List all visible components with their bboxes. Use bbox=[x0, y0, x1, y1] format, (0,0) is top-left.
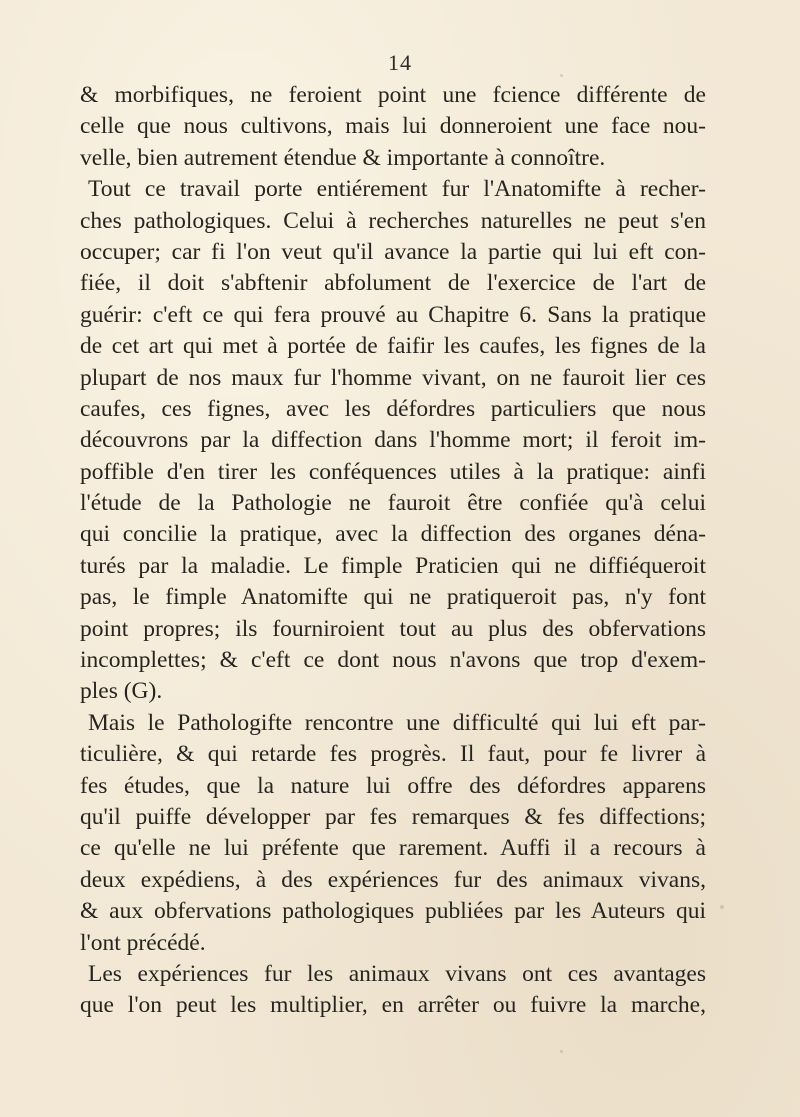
text-line: poffible d'en tirer les conféquences utiles à la pratique: ainfi bbox=[80, 458, 706, 485]
text-line: ce qu'elle ne lui préfente que rarement. Auffi il a recours à bbox=[80, 835, 706, 862]
text-line: de cet art qui met à portée de faifir les caufes, les fignes de la bbox=[80, 333, 706, 360]
text-line: & morbifiques, ne feroient point une fcience différente de bbox=[80, 82, 706, 108]
text-line: deux expédiens, à des expériences fur des animaux vivans, bbox=[80, 866, 706, 893]
text-line: celle que nous cultivons, mais lui donneroient une face nou- bbox=[80, 113, 706, 140]
text-line: incomplettes; & c'eft ce dont nous n'avons que trop d'exem- bbox=[80, 647, 706, 674]
text-line: fes études, que la nature lui offre des défordres apparens bbox=[80, 772, 706, 799]
text-line: découvrons par la diffection dans l'homme mort; il feroit im- bbox=[80, 427, 706, 454]
text-line: ticulière, & qui retarde fes progrès. Il faut, pour fe livrer à bbox=[80, 741, 706, 768]
page-number: 14 bbox=[388, 50, 412, 75]
text-line: plupart de nos maux fur l'homme vivant, on ne fauroit lier ces bbox=[80, 364, 706, 391]
text-line: Les expériences fur les animaux vivans ont ces avantages bbox=[88, 960, 706, 987]
text-line: turés par la maladie. Le fimple Praticien qui ne diffiéqueroit bbox=[80, 552, 706, 579]
text-line: l'ont précédé. bbox=[80, 929, 206, 956]
text-line: caufes, ces fignes, avec les défordres particuliers que nous bbox=[80, 395, 706, 422]
paper-speck bbox=[720, 905, 724, 909]
paper-speck bbox=[560, 1050, 563, 1053]
text-line: point propres; ils fourniroient tout au plus des obfervations bbox=[80, 615, 706, 642]
text-line: velle, bien autrement étendue & importante à connoître. bbox=[80, 144, 606, 171]
text-line: l'étude de la Pathologie ne fauroit être confiée qu'à celui bbox=[80, 490, 706, 517]
text-line: fiée, il doit s'abftenir abfolument de l'exercice de l'art de bbox=[80, 270, 706, 297]
text-line: qui concilie la pratique, avec la diffection des organes déna- bbox=[80, 521, 706, 548]
body-text bbox=[80, 80, 706, 1022]
text-line: occuper; car fi l'on veut qu'il avance la partie qui lui eft con- bbox=[80, 238, 706, 265]
text-line: Tout ce travail porte entiérement fur l'Anatomifte à recher- bbox=[88, 176, 706, 203]
text-line: guérir: c'eft ce qui fera prouvé au Chapitre 6. Sans la pratique bbox=[80, 301, 706, 328]
text-line: ches pathologiques. Celui à recherches naturelles ne peut s'en bbox=[80, 207, 706, 234]
text-line: & aux obfervations pathologiques publiées par les Auteurs qui bbox=[80, 898, 706, 925]
text-line: que l'on peut les multiplier, en arrêter ou fuivre la marche, bbox=[80, 992, 706, 1019]
text-line: pas, le fimple Anatomifte qui ne pratiqueroit pas, n'y font bbox=[80, 584, 706, 611]
text-line: qu'il puiffe développer par fes remarques & fes diffections; bbox=[80, 803, 706, 830]
text-line: ples (G). bbox=[80, 678, 163, 705]
text-line: Mais le Pathologifte rencontre une difficulté qui lui eft par- bbox=[88, 709, 706, 736]
